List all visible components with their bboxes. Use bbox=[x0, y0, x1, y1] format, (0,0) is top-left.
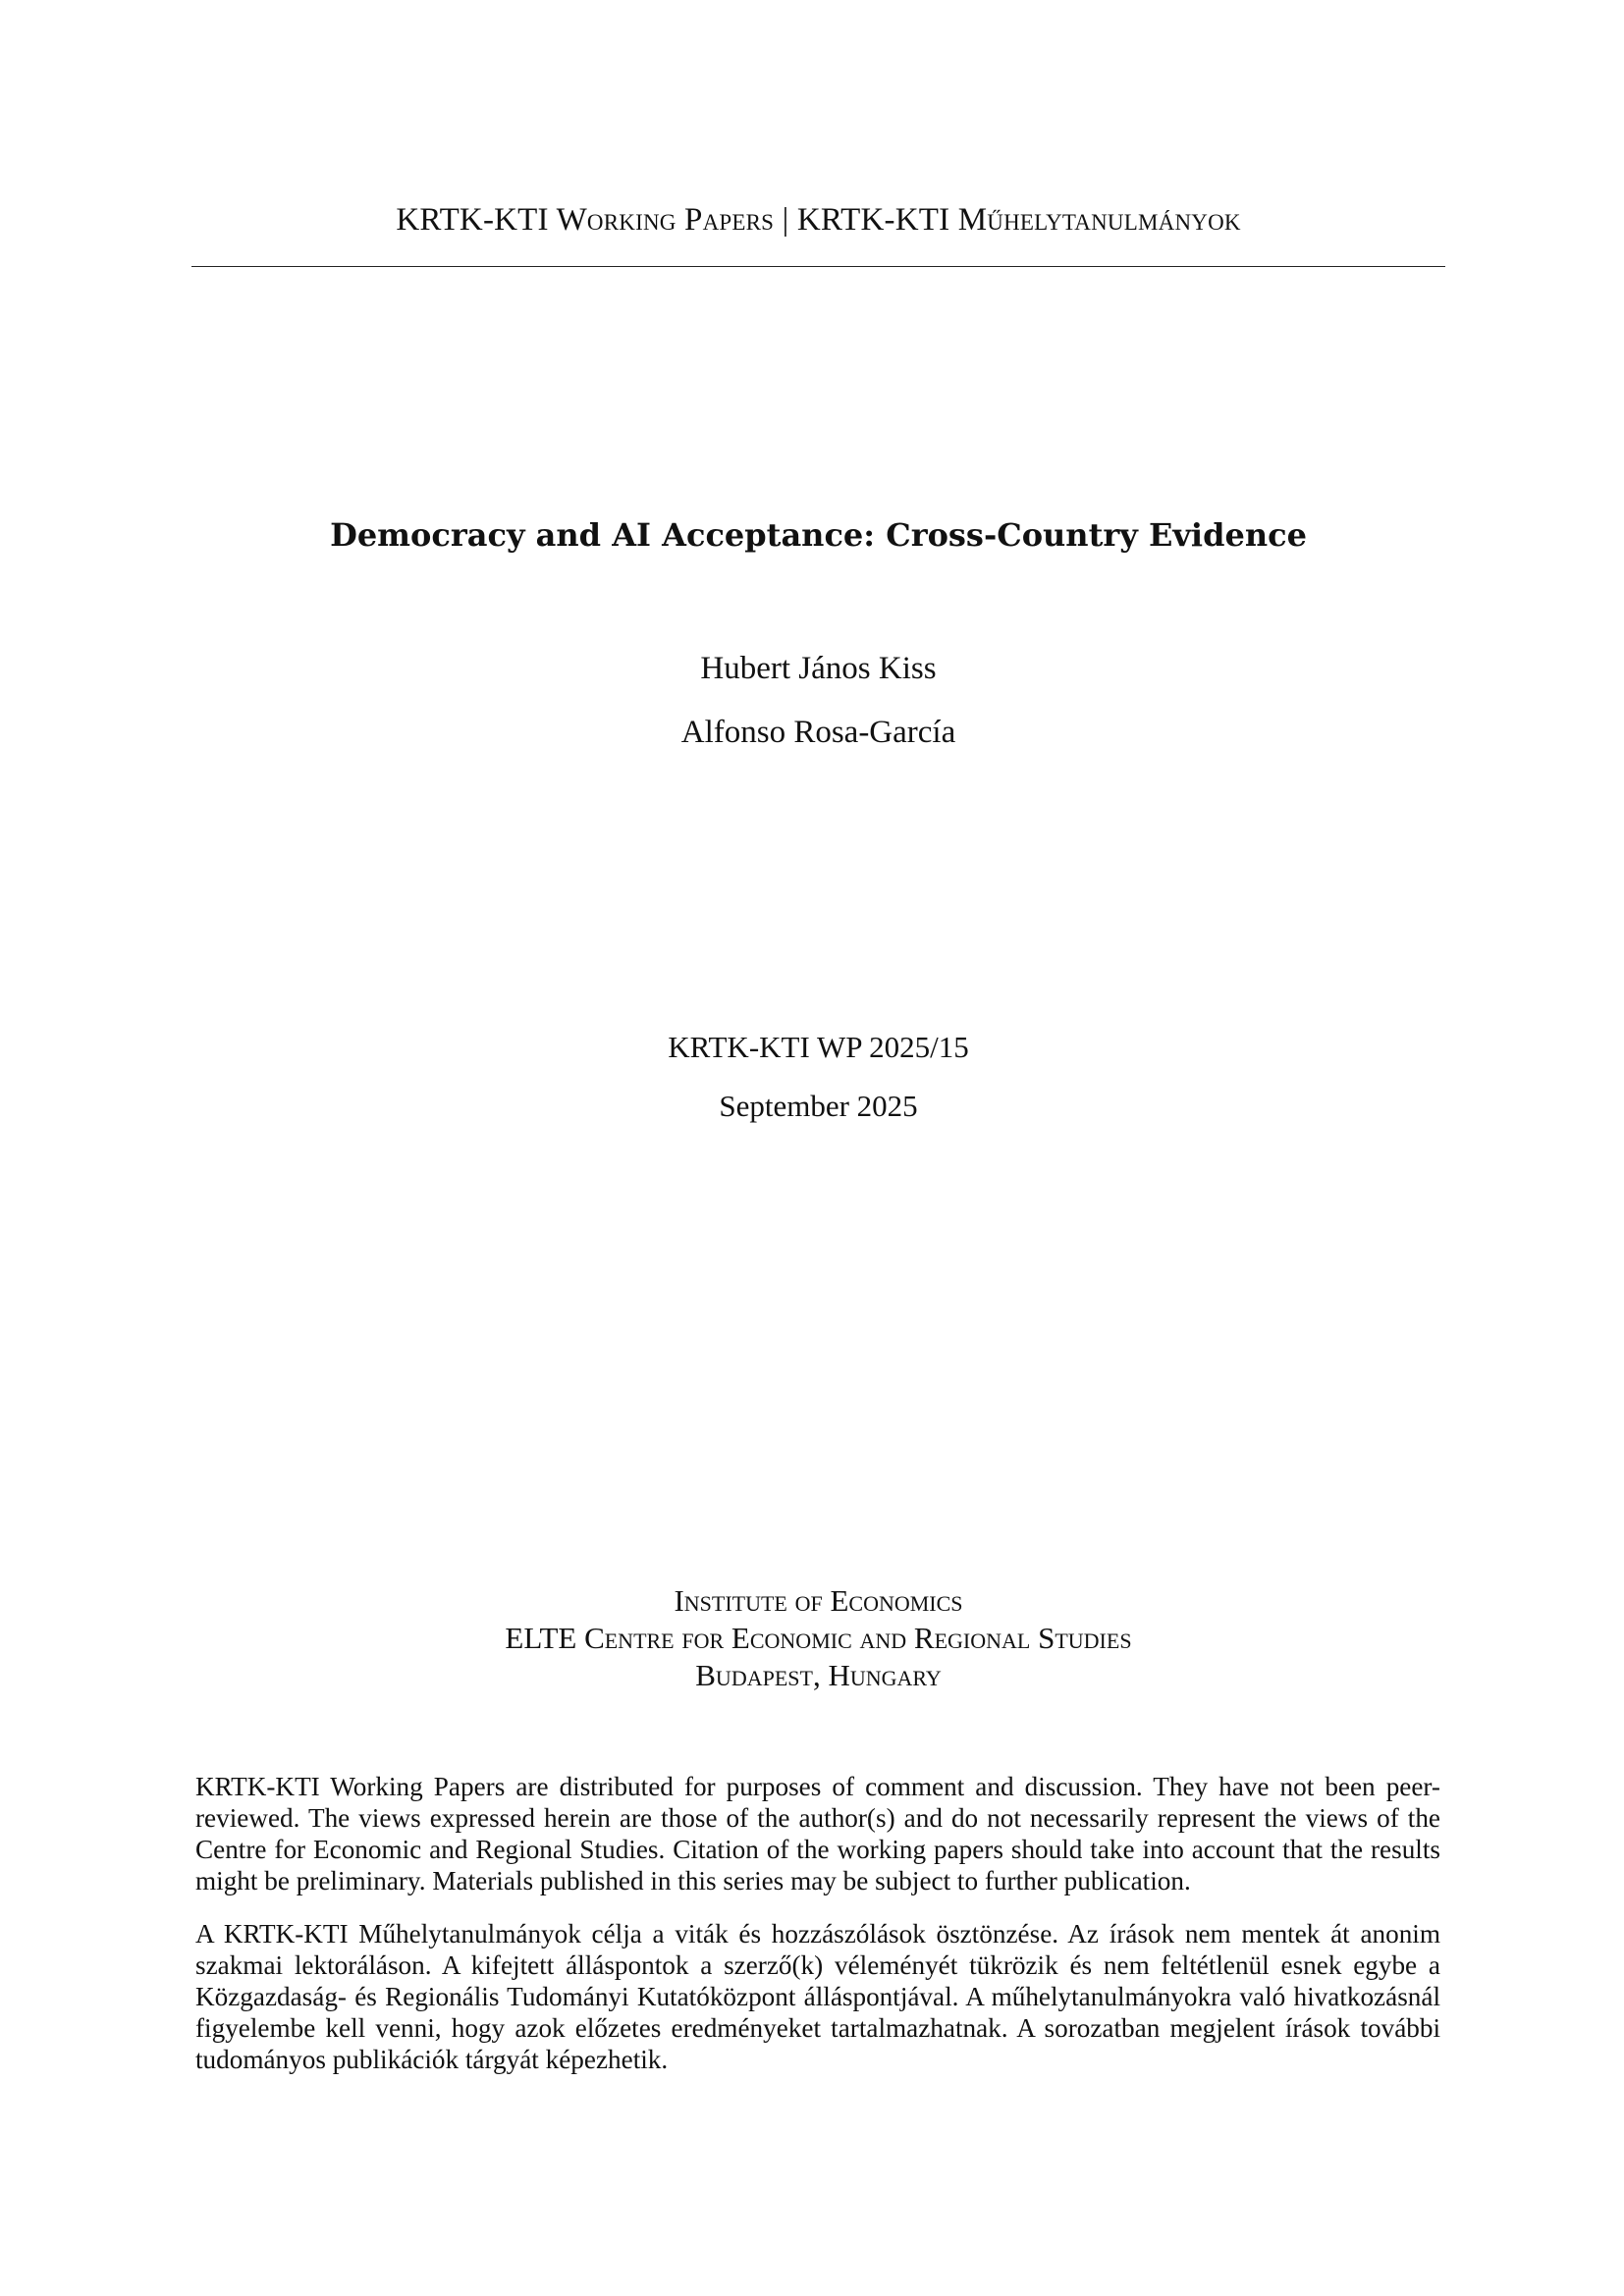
working-paper-number: KRTK-KTI WP 2025/15 bbox=[668, 1030, 969, 1064]
author-name: Alfonso Rosa-García bbox=[680, 715, 956, 750]
disclaimer-hungarian: A KRTK-KTI Műhelytanulmányok célja a viták és hozzászólások ösztönzése. Az írások nem mentek át anonim szakmai lektoráláson. A kifejtett álláspontok a szerző(k) véleményét tükrözik és nem feltétlenül esnek egybe a Közgazdaság- és Regionális Tudományi Kutatóközpont álláspontjával. A műhelytanulmányokra való hivatkozásnál figyelembe kell venni, hogy azok előzetes eredményeket tartalmazhatnak. A sorozatban megjelent írások további tudományos publikációk tárgyát képezhetik. bbox=[195, 1919, 1440, 2074]
institute-location: Budapest, Hungary bbox=[695, 1658, 942, 1692]
header-divider bbox=[191, 266, 1445, 267]
publication-date: September 2025 bbox=[719, 1089, 918, 1123]
paper-title: Democracy and AI Acceptance: Cross-Country Evidence bbox=[330, 516, 1307, 554]
disclaimer-english: KRTK-KTI Working Papers are distributed for purposes of comment and discussion. They have not been peer-reviewed. The views expressed herein are those of the author(s) and do not necessarily represent the views of the Centre for Economic and Regional Studies. Citation of the working papers should take into account that the results might be preliminary. Materials published in this series may be subject to further publication. bbox=[195, 1772, 1440, 1896]
author-name: Hubert János Kiss bbox=[700, 651, 937, 686]
disclaimer bbox=[195, 1771, 1440, 2075]
institute-block bbox=[191, 1582, 1445, 1694]
author-list bbox=[191, 644, 1445, 772]
working-paper-info bbox=[191, 1025, 1445, 1143]
centre-name: ELTE Centre for Economic and Regional Studies bbox=[505, 1621, 1132, 1655]
series-header: KRTK-KTI Working Papers | KRTK-KTI Műhelytanulmányok bbox=[396, 202, 1241, 238]
institute-name: Institute of Economics bbox=[674, 1583, 963, 1618]
